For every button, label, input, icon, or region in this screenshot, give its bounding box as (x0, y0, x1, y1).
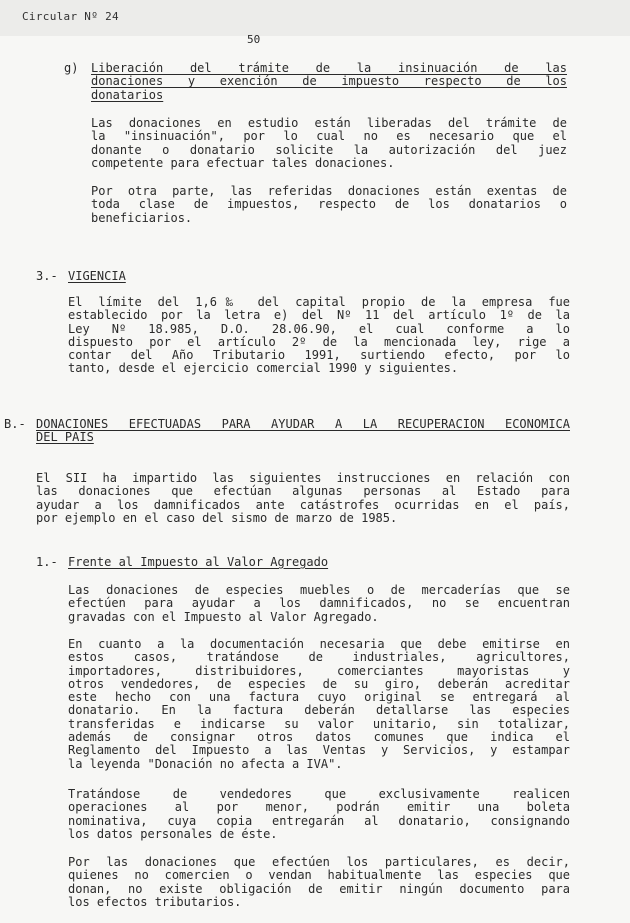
paragraph-line: gravadas con el Impuesto al Valor Agregado. (68, 609, 379, 624)
section-g-title-line: donatarios (91, 87, 164, 102)
paragraph-line: los datos personales de éste. (68, 826, 278, 841)
section-1-title (68, 556, 388, 569)
section-3-marker: 3.- (36, 269, 58, 283)
paragraph-line: Las donaciones en estudio están liberadas del trámite de (91, 116, 567, 130)
paragraph-line: Por otra parte, las referidas donaciones están exentas de (91, 184, 567, 198)
paragraph-line: la "insinuación", por lo cual no es necesario que el (91, 129, 567, 144)
paragraph-line: El límite del 1,6‰ del capital propio de la empresa fue (68, 295, 570, 309)
section-b-title-line: DONACIONES EFECTUADAS PARA AYUDAR A LA RECUPERACION ECONOMICA (36, 417, 570, 431)
paragraph-line: estos casos, tratándose de industriales, agricultores, (68, 650, 570, 665)
paragraph-line: ayudar a los damnificados ante catástrofes ocurridas en el país, (36, 497, 570, 512)
section-g-title-line: donaciones y exención de impuesto respecto de los (91, 74, 567, 89)
paragraph-line: nominativa, cuya copia entregarán al donatario, consignando (68, 813, 570, 828)
section-1-marker: 1.- (36, 555, 58, 569)
section-g-paragraph-1 (91, 117, 567, 170)
paragraph-line: contar del Año Tributario 1991, surtiendo efecto, por lo (68, 348, 570, 363)
section-b-marker: B.- (4, 417, 26, 431)
paragraph-line: El SII ha impartido las siguientes instrucciones en relación con (36, 471, 570, 485)
paragraph-line: Las donaciones de especies muebles o de mercaderías que se (68, 583, 570, 597)
page-number: 50 (247, 33, 261, 46)
paragraph-line: donatario. En la factura deberán detallarse las especies (68, 703, 570, 718)
paragraph-line: Por las donaciones que efectúen los particulares, es decir, (68, 855, 570, 869)
paragraph-line: Tratándose de vendedores que exclusivamente realicen (68, 787, 570, 801)
paragraph-line: donante o donatario solicite la autorización del juez (91, 142, 567, 157)
paragraph-line: además de consignar otros datos comunes que indica el (68, 730, 570, 745)
section-1-paragraph-2 (68, 638, 570, 771)
paragraph-line: por ejemplo en el caso del sismo de marzo de 1985. (36, 510, 398, 525)
paragraph-line: otros vendedores, de especies de su giro, deberán acreditar (68, 676, 570, 691)
section-b-intro (36, 472, 570, 525)
paragraph-line: este hecho con una factura cuyo original se entregará al (68, 690, 570, 705)
section-b-title-line: DEL PAIS (36, 430, 94, 445)
section-1-title-text: Frente al Impuesto al Valor Agregado (68, 555, 329, 569)
paragraph-line: la leyenda "Donación no afecta a IVA". (68, 756, 343, 771)
paragraph-line: toda clase de impuestos, respecto de los donatarios o (91, 197, 567, 212)
section-g-title (91, 62, 567, 102)
paragraph-line: transferidas e indicarse su valor unitario, sin totalizar, (68, 716, 570, 731)
paragraph-line: Reglamento del Impuesto a las Ventas y Servicios, y estampar (68, 743, 570, 758)
paragraph-line: importadores, distribuidores, comerciantes mayoristas y (68, 663, 570, 678)
paragraph-line: quienes no comercien o vendan habitualmente las especies que (68, 868, 570, 883)
circular-label: Circular Nº 24 (22, 10, 119, 23)
paragraph-line: establecido por la letra e) del Nº 11 del artículo 1º de la (68, 308, 570, 323)
paragraph-line: operaciones al por menor, podrán emitir una boleta (68, 800, 570, 815)
paragraph-line: los efectos tributarios. (68, 894, 242, 909)
section-1-paragraph-4 (68, 856, 570, 909)
paragraph-line: donan, no existe obligación de emitir ningún documento para (68, 881, 570, 896)
paragraph-line: efectúen para ayudar a los damnificados, no se encuentran (68, 596, 570, 611)
paragraph-line: las donaciones que efectúan algunas personas al Estado para (36, 484, 570, 499)
section-3-title (68, 270, 268, 283)
section-1-paragraph-3 (68, 788, 570, 841)
section-g-title-line: Liberación del trámite de la insinuación de las (91, 61, 567, 75)
section-3-title-text: VIGENCIA (68, 269, 126, 283)
section-g-marker: g) (64, 61, 79, 75)
section-1-paragraph-1 (68, 584, 570, 624)
section-b-title (36, 418, 570, 445)
paragraph-line: tanto, desde el ejercicio comercial 1990 y siguientes. (68, 361, 459, 376)
paragraph-line: dispuesto por el artículo 2º de la mencionada ley, rige a (68, 334, 570, 349)
paragraph-line: beneficiarios. (91, 210, 193, 225)
section-g-paragraph-2 (91, 185, 567, 225)
section-3-paragraph (68, 296, 570, 376)
paragraph-line: Ley Nº 18.985, D.O. 28.06.90, el cual conforme a lo (68, 321, 570, 336)
paragraph-line: competente para efectuar tales donaciones. (91, 155, 395, 170)
paragraph-line: En cuanto a la documentación necesaria que debe emitirse en (68, 637, 570, 651)
